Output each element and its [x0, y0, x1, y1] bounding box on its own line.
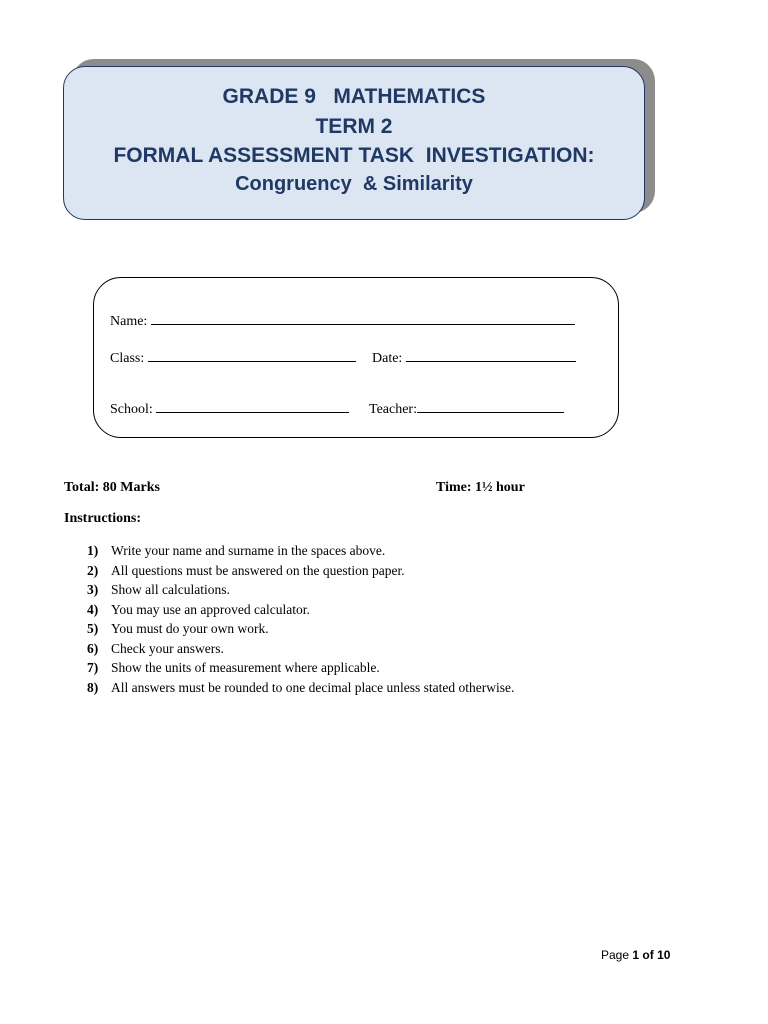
- title-topic: Congruency & Similarity: [235, 173, 473, 195]
- title-grade-subject: GRADE 9 MATHEMATICS: [222, 85, 486, 108]
- page-word: Page: [601, 948, 630, 962]
- class-line[interactable]: [148, 347, 356, 362]
- teacher-field: [369, 398, 564, 418]
- school-field: [110, 398, 349, 418]
- instruction-item: 8) All answers must be rounded to one decimal place unless stated otherwise.: [87, 679, 515, 695]
- instruction-item: 6) Check your answers.: [87, 640, 224, 656]
- title-term: TERM 2: [315, 115, 393, 138]
- total-marks: Total: 80 Marks: [64, 480, 160, 495]
- title-box: [63, 66, 645, 220]
- instruction-item: 4) You may use an approved calculator.: [87, 601, 310, 617]
- instructions-heading: Instructions:: [64, 511, 142, 526]
- page-of: of: [642, 948, 654, 962]
- school-label: School:: [110, 402, 153, 417]
- instruction-item: 7) Show the units of measurement where applicable.: [87, 660, 380, 675]
- instruction-item: 2) All questions must be answered on the question paper.: [87, 562, 405, 578]
- date-line[interactable]: [406, 347, 576, 362]
- page-total: 10: [657, 948, 671, 962]
- page-current: 1: [632, 948, 640, 962]
- time-allowed: Time: 1½ hour: [436, 480, 525, 495]
- instruction-item: 1) Write your name and surname in the spaces above.: [87, 543, 386, 558]
- class-field: [110, 347, 356, 367]
- name-label: Name:: [110, 314, 148, 329]
- name-line[interactable]: [151, 310, 575, 325]
- teacher-line[interactable]: [417, 398, 564, 413]
- class-label: Class:: [110, 351, 145, 366]
- date-label: Date:: [372, 351, 403, 366]
- school-line[interactable]: [156, 398, 349, 413]
- instruction-item: 3) Show all calculations.: [87, 582, 230, 597]
- instruction-item: 5) You must do your own work.: [87, 621, 269, 636]
- title-task-type: FORMAL ASSESSMENT TASK INVESTIGATION:: [113, 144, 595, 167]
- teacher-label: Teacher:: [369, 402, 417, 417]
- name-field: [110, 310, 575, 330]
- learner-details-box: [93, 277, 619, 438]
- instructions-list: [87, 541, 514, 697]
- page-number: [601, 948, 670, 962]
- date-field: [372, 347, 576, 367]
